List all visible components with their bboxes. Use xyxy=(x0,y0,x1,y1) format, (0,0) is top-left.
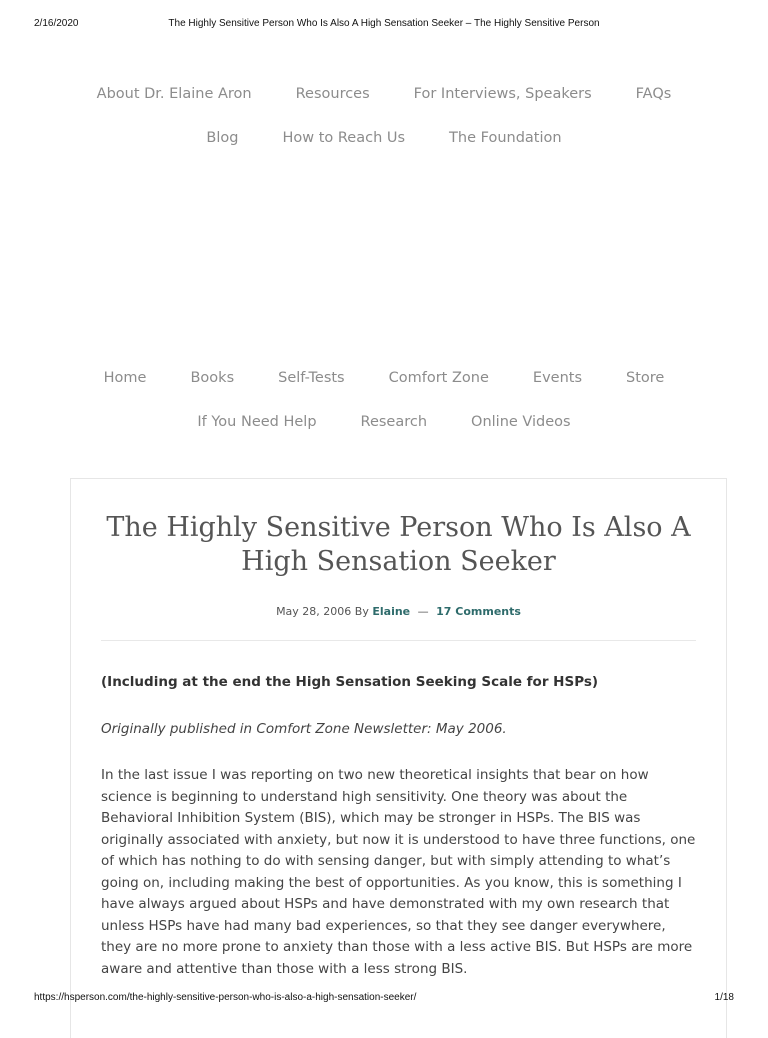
print-url: https://hsperson.com/the-highly-sensitive-person-who-is-also-a-high-sensation-seeker/ xyxy=(34,992,417,1003)
article xyxy=(70,478,727,1038)
print-date: 2/16/2020 xyxy=(34,18,79,29)
nav-link-store[interactable]: Store xyxy=(626,370,665,386)
article-paragraph: In the last issue I was reporting on two new theoretical insights that bear on how science is beginning to understand high sensitivity. One theory was about the Behavioral Inhibition System (BIS), which may be stronger in HSPs. The BIS was originally associated with anxiety, but now it is understood to have three functions, one of which has nothing to do with sensing danger, but with simply attending to what’s going on, including making the best of opportunities. As you know, this is something I have always argued about HSPs and have demonstrated with my own research that unless HSPs have had many bad experiences, so that they see danger everywhere, they are no more prone to anxiety than those with a less active BIS. But HSPs are more aware and attentive than those with a less strong BIS. xyxy=(101,767,696,977)
nav-link-contact[interactable]: How to Reach Us xyxy=(282,130,406,146)
article-date: May 28, 2006 xyxy=(276,605,352,618)
nav-link-blog[interactable]: Blog xyxy=(206,130,239,146)
article-content xyxy=(101,672,696,980)
nav-link-foundation[interactable]: The Foundation xyxy=(449,130,562,146)
nav-link-research[interactable]: Research xyxy=(360,414,428,430)
nav-link-need-help[interactable]: If You Need Help xyxy=(197,414,317,430)
main-navigation xyxy=(60,356,708,444)
print-footer xyxy=(34,992,734,1006)
byline-by: By xyxy=(354,605,369,618)
byline-separator: — xyxy=(417,605,429,618)
nav-link-online-videos[interactable]: Online Videos xyxy=(471,414,571,430)
print-page-number: 1/18 xyxy=(714,992,734,1003)
nav-link-events[interactable]: Events xyxy=(532,370,582,386)
publication-note: Originally published in Comfort Zone Newsletter: May 2006. xyxy=(101,720,507,737)
top-navigation xyxy=(60,72,708,160)
article-title: The Highly Sensitive Person Who Is Also A High Sensation Seeker xyxy=(106,512,691,577)
nav-link-books[interactable]: Books xyxy=(190,370,235,386)
article-subtitle: (Including at the end the High Sensation Seeking Scale for HSPs) xyxy=(101,674,599,690)
nav-link-faqs[interactable]: FAQs xyxy=(635,86,672,102)
nav-link-home[interactable]: Home xyxy=(103,370,147,386)
author-link[interactable]: Elaine xyxy=(372,605,411,618)
nav-link-interviews[interactable]: For Interviews, Speakers xyxy=(413,86,592,102)
print-page-title: The Highly Sensitive Person Who Is Also A High Sensation Seeker – The Highly Sensitive Person xyxy=(168,18,600,29)
article-divider xyxy=(101,640,696,641)
comments-link[interactable]: 17 Comments xyxy=(436,605,521,618)
article-byline xyxy=(71,605,726,618)
nav-link-self-tests[interactable]: Self-Tests xyxy=(278,370,345,386)
nav-link-about[interactable]: About Dr. Elaine Aron xyxy=(96,86,252,102)
nav-link-comfort-zone[interactable]: Comfort Zone xyxy=(388,370,489,386)
nav-link-resources[interactable]: Resources xyxy=(295,86,370,102)
print-header xyxy=(34,18,734,32)
